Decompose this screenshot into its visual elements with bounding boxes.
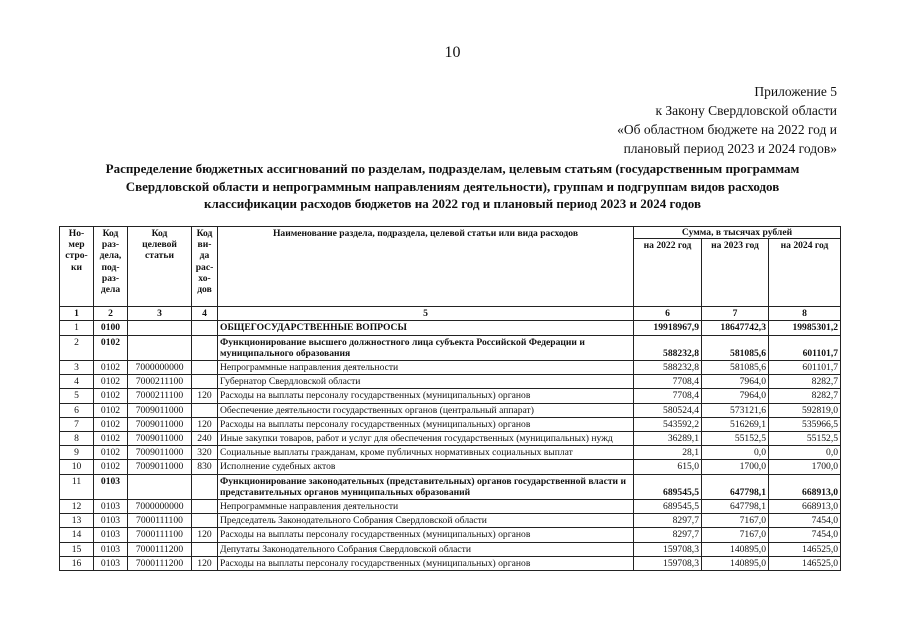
document-title: [60, 160, 845, 213]
table-row: [60, 474, 841, 499]
item-name: Обеспечение деятельности государственных органов (центральный аппарат): [218, 403, 634, 417]
item-name: Функционирование высшего должностного лица субъекта Российской Федерации и муниципального образования: [218, 335, 634, 360]
target-code: 7009011000: [128, 417, 192, 431]
table-header-row-1: [60, 227, 841, 239]
title-line-3: классификации расходов бюджетов на 2022 год и плановый период 2023 и 2024 годов: [203, 196, 702, 211]
section-code: 0103: [94, 500, 128, 514]
amount-2023: 55152,5: [702, 432, 769, 446]
row-number: 10: [60, 460, 94, 474]
target-code: 7000111200: [128, 556, 192, 570]
item-name: ОБЩЕГОСУДАРСТВЕННЫЕ ВОПРОСЫ: [218, 321, 634, 335]
row-number: 16: [60, 556, 94, 570]
amount-2022: 28,1: [634, 446, 702, 460]
section-code: 0102: [94, 389, 128, 403]
amount-2024: 668913,0: [769, 500, 841, 514]
column-number: 6: [634, 307, 702, 321]
target-code: 7000000000: [128, 361, 192, 375]
amount-2023: 647798,1: [702, 474, 769, 499]
expense-type-code: 320: [192, 446, 218, 460]
amount-2022: 588232,8: [634, 335, 702, 360]
table-row: [60, 460, 841, 474]
header-year-2022: на 2022 год: [634, 239, 702, 307]
amount-2022: 7708,4: [634, 389, 702, 403]
section-code: 0102: [94, 460, 128, 474]
row-number: 13: [60, 514, 94, 528]
amount-2024: 601101,7: [769, 361, 841, 375]
amount-2023: 7167,0: [702, 514, 769, 528]
section-code: 0102: [94, 446, 128, 460]
section-code: 0103: [94, 514, 128, 528]
amount-2023: 581085,6: [702, 361, 769, 375]
expense-type-code: [192, 500, 218, 514]
amount-2022: 159708,3: [634, 556, 702, 570]
amount-2023: 581085,6: [702, 335, 769, 360]
target-code: 7000111100: [128, 528, 192, 542]
expense-type-code: [192, 403, 218, 417]
item-name: Председатель Законодательного Собрания Свердловской области: [218, 514, 634, 528]
target-code: [128, 321, 192, 335]
section-code: 0102: [94, 403, 128, 417]
expense-type-code: 120: [192, 528, 218, 542]
header-target-code: Код целевой статьи: [128, 227, 192, 307]
amount-2023: 18647742,3: [702, 321, 769, 335]
column-number: 1: [60, 307, 94, 321]
appendix-block: [617, 82, 837, 158]
amount-2022: 615,0: [634, 460, 702, 474]
amount-2023: 140895,0: [702, 556, 769, 570]
amount-2022: 689545,5: [634, 474, 702, 499]
amount-2024: 55152,5: [769, 432, 841, 446]
item-name: Расходы на выплаты персоналу государственных (муниципальных) органов: [218, 389, 634, 403]
expense-type-code: 120: [192, 389, 218, 403]
amount-2024: 8282,7: [769, 389, 841, 403]
column-number: 7: [702, 307, 769, 321]
expense-type-code: [192, 375, 218, 389]
item-name: Непрограммные направления деятельности: [218, 500, 634, 514]
table-row: [60, 403, 841, 417]
column-number: 4: [192, 307, 218, 321]
amount-2024: 0,0: [769, 446, 841, 460]
target-code: 7000111200: [128, 542, 192, 556]
column-number: 8: [769, 307, 841, 321]
row-number: 6: [60, 403, 94, 417]
row-number: 9: [60, 446, 94, 460]
amount-2023: 573121,6: [702, 403, 769, 417]
row-number: 2: [60, 335, 94, 360]
amount-2022: 8297,7: [634, 528, 702, 542]
column-number: 5: [218, 307, 634, 321]
header-row-number: Но- мер стро- ки: [60, 227, 94, 307]
appendix-line-3: «Об областном бюджете на 2022 год и: [617, 122, 837, 137]
row-number: 5: [60, 389, 94, 403]
amount-2024: 592819,0: [769, 403, 841, 417]
target-code: 7000000000: [128, 500, 192, 514]
section-code: 0102: [94, 335, 128, 360]
section-code: 0103: [94, 528, 128, 542]
amount-2024: 19985301,2: [769, 321, 841, 335]
row-number: 1: [60, 321, 94, 335]
header-name: Наименование раздела, подраздела, целевой статьи или вида расходов: [218, 227, 634, 307]
header-expense-type-code: Код ви- да рас- хо- дов: [192, 227, 218, 307]
amount-2024: 7454,0: [769, 514, 841, 528]
target-code: [128, 474, 192, 499]
item-name: Губернатор Свердловской области: [218, 375, 634, 389]
row-number: 4: [60, 375, 94, 389]
section-code: 0103: [94, 474, 128, 499]
amount-2024: 146525,0: [769, 556, 841, 570]
table-row: [60, 321, 841, 335]
row-number: 15: [60, 542, 94, 556]
budget-table: [59, 226, 841, 571]
table-row: [60, 500, 841, 514]
amount-2022: 19918967,9: [634, 321, 702, 335]
section-code: 0103: [94, 542, 128, 556]
amount-2024: 601101,7: [769, 335, 841, 360]
table-row: [60, 335, 841, 360]
target-code: 7009011000: [128, 432, 192, 446]
item-name: Расходы на выплаты персоналу государственных (муниципальных) органов: [218, 417, 634, 431]
amount-2023: 1700,0: [702, 460, 769, 474]
section-code: 0102: [94, 432, 128, 446]
table-row: [60, 556, 841, 570]
section-code: 0102: [94, 375, 128, 389]
table-row: [60, 417, 841, 431]
target-code: 7000211100: [128, 375, 192, 389]
target-code: 7000111100: [128, 514, 192, 528]
table-row: [60, 514, 841, 528]
table-row: [60, 446, 841, 460]
amount-2023: 7964,0: [702, 375, 769, 389]
item-name: Непрограммные направления деятельности: [218, 361, 634, 375]
target-code: 7009011000: [128, 403, 192, 417]
amount-2022: 689545,5: [634, 500, 702, 514]
amount-2024: 535966,5: [769, 417, 841, 431]
header-sum: Сумма, в тысячах рублей: [634, 227, 841, 239]
expense-type-code: [192, 542, 218, 556]
amount-2022: 7708,4: [634, 375, 702, 389]
target-code: 7009011000: [128, 460, 192, 474]
expense-type-code: [192, 321, 218, 335]
amount-2022: 543592,2: [634, 417, 702, 431]
expense-type-code: [192, 474, 218, 499]
item-name: Расходы на выплаты персоналу государственных (муниципальных) органов: [218, 556, 634, 570]
table-row: [60, 528, 841, 542]
table-row: [60, 389, 841, 403]
amount-2024: 8282,7: [769, 375, 841, 389]
row-number: 14: [60, 528, 94, 542]
title-line-1: Распределение бюджетных ассигнований по разделам, подразделам, целевым статьям (государственным программам: [105, 161, 800, 176]
expense-type-code: [192, 361, 218, 375]
amount-2022: 580524,4: [634, 403, 702, 417]
amount-2023: 140895,0: [702, 542, 769, 556]
column-number: 3: [128, 307, 192, 321]
page-number: 10: [444, 44, 461, 61]
row-number: 3: [60, 361, 94, 375]
amount-2023: 516269,1: [702, 417, 769, 431]
appendix-line-2: к Закону Свердловской области: [655, 103, 837, 118]
header-year-2023: на 2023 год: [702, 239, 769, 307]
amount-2024: 146525,0: [769, 542, 841, 556]
target-code: [128, 335, 192, 360]
amount-2022: 159708,3: [634, 542, 702, 556]
amount-2023: 7964,0: [702, 389, 769, 403]
header-year-2024: на 2024 год: [769, 239, 841, 307]
expense-type-code: 120: [192, 556, 218, 570]
header-section-code: Код раз- дела, под- раз- дела: [94, 227, 128, 307]
section-code: 0102: [94, 417, 128, 431]
section-code: 0103: [94, 556, 128, 570]
expense-type-code: 240: [192, 432, 218, 446]
target-code: 7000211100: [128, 389, 192, 403]
row-number: 11: [60, 474, 94, 499]
expense-type-code: [192, 335, 218, 360]
amount-2024: 7454,0: [769, 528, 841, 542]
amount-2023: 647798,1: [702, 500, 769, 514]
appendix-line-4: плановый период 2023 и 2024 годов»: [623, 141, 837, 156]
item-name: Иные закупки товаров, работ и услуг для обеспечения государственных (муниципальных) нужд: [218, 432, 634, 446]
appendix-line-1: Приложение 5: [754, 84, 837, 99]
target-code: 7009011000: [128, 446, 192, 460]
item-name: Депутаты Законодательного Собрания Свердловской области: [218, 542, 634, 556]
amount-2022: 588232,8: [634, 361, 702, 375]
title-line-2: Свердловской области и непрограммным направлениям деятельности), группам и подгруппам видов расходов: [125, 178, 780, 194]
expense-type-code: [192, 514, 218, 528]
expense-type-code: 830: [192, 460, 218, 474]
table-row: [60, 361, 841, 375]
amount-2022: 8297,7: [634, 514, 702, 528]
column-number-row: [60, 307, 841, 321]
table-row: [60, 542, 841, 556]
item-name: Функционирование законодательных (представительных) органов государственной власти и представительных органов муниципальных образований: [218, 474, 634, 499]
item-name: Исполнение судебных актов: [218, 460, 634, 474]
amount-2023: 0,0: [702, 446, 769, 460]
column-number: 2: [94, 307, 128, 321]
expense-type-code: 120: [192, 417, 218, 431]
row-number: 8: [60, 432, 94, 446]
amount-2022: 36289,1: [634, 432, 702, 446]
row-number: 7: [60, 417, 94, 431]
amount-2024: 1700,0: [769, 460, 841, 474]
table-row: [60, 375, 841, 389]
section-code: 0102: [94, 361, 128, 375]
item-name: Социальные выплаты гражданам, кроме публичных нормативных социальных выплат: [218, 446, 634, 460]
item-name: Расходы на выплаты персоналу государственных (муниципальных) органов: [218, 528, 634, 542]
row-number: 12: [60, 500, 94, 514]
section-code: 0100: [94, 321, 128, 335]
amount-2023: 7167,0: [702, 528, 769, 542]
amount-2024: 668913,0: [769, 474, 841, 499]
table-row: [60, 432, 841, 446]
